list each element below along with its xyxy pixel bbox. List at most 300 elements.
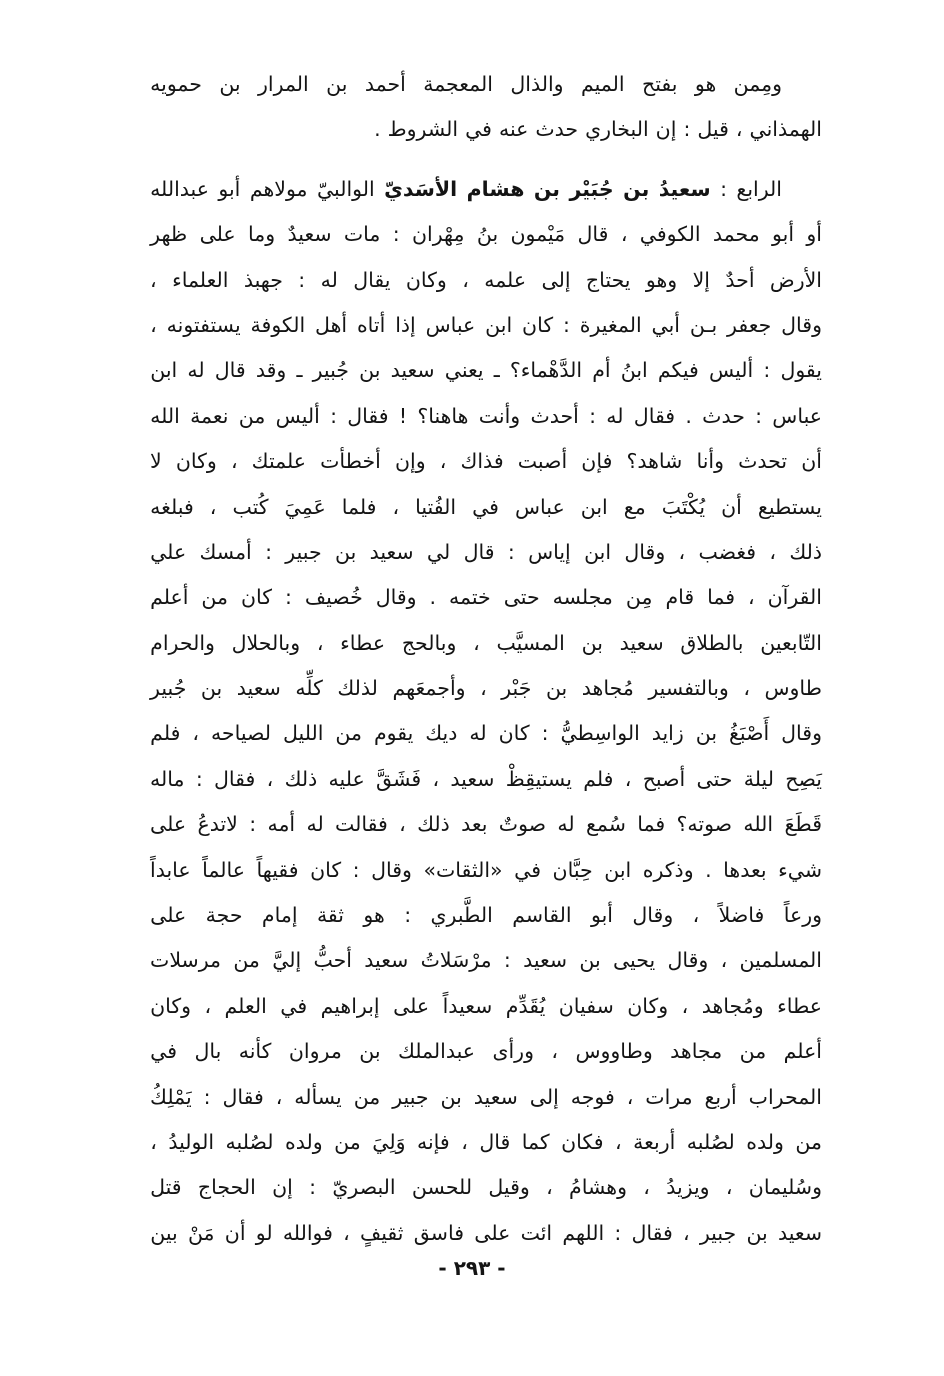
word: فذاك [460, 449, 504, 474]
word: ، [461, 1129, 468, 1154]
word: قال [214, 358, 246, 383]
word: جهبذ [243, 267, 283, 292]
text-line [150, 62, 822, 107]
word: القرآن [767, 585, 822, 610]
word: وبالتفسير [648, 676, 729, 701]
word: : [249, 812, 257, 837]
word: المرار [258, 72, 309, 96]
word: كُتب [232, 494, 269, 519]
word: سعيد [473, 1084, 518, 1109]
word: لصُلبه [686, 1129, 735, 1154]
word: ولده [285, 1129, 323, 1154]
word: . [685, 403, 692, 428]
word: العلم [224, 993, 267, 1018]
word: ، [720, 948, 728, 973]
word: علمه [484, 267, 527, 292]
word: من [335, 721, 363, 746]
word: العلماء [172, 267, 229, 292]
word: ، [620, 222, 628, 247]
word: أعلم [150, 585, 189, 610]
word: على [199, 222, 236, 247]
word: ، [551, 1039, 559, 1064]
text-line [150, 394, 822, 439]
word: البخاري [585, 117, 649, 142]
word: إلى [541, 267, 571, 292]
word: ماله [150, 766, 185, 791]
word: بن [359, 1039, 381, 1064]
word: إبراهيم [320, 993, 380, 1018]
word: الدَّهْماء؟ [509, 358, 583, 383]
word: بعد [461, 812, 488, 837]
word: بين [150, 1220, 178, 1245]
word: إياس [528, 539, 571, 564]
word: ولده [746, 1129, 784, 1154]
paragraph-biography [150, 167, 822, 1256]
word: ، [343, 1220, 350, 1245]
word: مروان [288, 1039, 342, 1064]
word: مَنْ [187, 1220, 215, 1245]
word: ، [678, 539, 686, 564]
word: ، [624, 766, 632, 791]
word: أن [801, 449, 822, 474]
word: المسلمين [739, 948, 822, 973]
word: محمد [712, 222, 760, 247]
text-line [150, 893, 822, 938]
word: له [469, 721, 487, 746]
word: مرْسَلاتُ [420, 948, 492, 973]
word: حجة [205, 903, 243, 928]
word: ورعاً [783, 903, 822, 928]
word: سعيدُ [658, 176, 711, 201]
word: سُمع [585, 812, 626, 837]
word: الطَّبري [430, 903, 493, 928]
word: وكان [627, 993, 669, 1018]
word: المسيَّب [496, 630, 565, 655]
word: وإن [394, 449, 426, 474]
word: : [404, 903, 412, 928]
word: عليه [328, 766, 365, 791]
word: قال [463, 539, 495, 564]
word: أحبُّ [313, 948, 352, 973]
word: المغيرة [579, 312, 642, 337]
word: مَيْمون [510, 222, 566, 247]
text-line [150, 621, 822, 666]
word: على [393, 993, 430, 1018]
word: : [352, 857, 360, 882]
word: في [514, 857, 542, 882]
word: حتى [696, 766, 733, 791]
word: لاتدعُ [197, 812, 238, 837]
word: . [429, 585, 437, 610]
word: وقال [781, 721, 822, 746]
word: سعيد [777, 1220, 822, 1245]
text-line [150, 439, 822, 484]
word: ، [462, 267, 469, 292]
word: هو [363, 903, 385, 928]
text-line [150, 711, 822, 756]
word: بن [200, 676, 223, 701]
word: ، [432, 766, 440, 791]
word: ذلك [789, 539, 822, 564]
word: : [507, 539, 515, 564]
word: ، [150, 267, 157, 292]
word: ظهر [150, 222, 188, 247]
text-line [150, 258, 822, 303]
word: : [720, 176, 727, 201]
word: هشام [466, 176, 525, 201]
word: جبير [392, 1084, 429, 1109]
word: جَبْر [501, 676, 532, 701]
word: يستيقِظْ [505, 766, 572, 791]
word: ومِمن [733, 72, 782, 96]
word: مِن [625, 585, 653, 610]
word: ومُجاهد [701, 993, 764, 1018]
word: : [309, 1175, 317, 1200]
word: بن [746, 1220, 768, 1245]
word: الله [150, 403, 180, 428]
word: يَصِح [785, 766, 822, 791]
word: بن [579, 948, 601, 973]
word: كان [240, 585, 273, 610]
word: لا [150, 449, 162, 474]
word: إن [655, 117, 677, 142]
word: من [201, 585, 228, 610]
word: مُجاهد [581, 676, 634, 701]
word: ، [735, 117, 743, 142]
word: ذلك [417, 812, 450, 837]
text-line [150, 107, 822, 152]
word: وكان [150, 993, 192, 1018]
word: يحتاج [585, 267, 631, 292]
word: الواسِطيُّ [560, 721, 640, 746]
text-line [150, 1029, 822, 1074]
word: وَلِيَ [372, 1129, 406, 1154]
text-line [150, 1075, 822, 1120]
word: حتى [503, 585, 540, 610]
word: علمتك [251, 449, 307, 474]
word: : [755, 403, 763, 428]
word: : [541, 721, 549, 746]
word: ثقيفٍ [359, 1220, 404, 1245]
word: فقال [633, 403, 676, 428]
word: فكان [561, 1129, 604, 1154]
word: له [606, 403, 624, 428]
word: قام [665, 585, 695, 610]
word: إن [272, 1175, 293, 1200]
word: مات [343, 222, 381, 247]
word: فغضب [698, 539, 757, 564]
word: هاهنا؟ [417, 403, 469, 428]
word: الليل [283, 721, 324, 746]
text-line [150, 167, 822, 212]
word: سعيد [390, 358, 435, 383]
word: ، [150, 312, 157, 337]
word: إذا [395, 312, 416, 337]
word: فقال [631, 1220, 673, 1245]
word: ، [230, 449, 238, 474]
word: : [392, 222, 400, 247]
word: وبالحج [401, 630, 457, 655]
word: وهشامُ [569, 1175, 627, 1200]
word: فوالله [282, 1220, 333, 1245]
word: من [739, 1039, 767, 1064]
word: على [150, 903, 187, 928]
word: أو [806, 222, 822, 247]
word: : [562, 312, 570, 337]
word: يقال [353, 267, 391, 292]
text-line [150, 1165, 822, 1210]
word: : [614, 1220, 622, 1245]
word: أربعة [633, 1129, 676, 1154]
word: بـن [689, 312, 718, 337]
word: ، [683, 1220, 690, 1245]
word: أتاه [356, 312, 386, 337]
text-line [150, 938, 822, 983]
word: فلما [341, 494, 377, 519]
word: كان [522, 312, 554, 337]
word: عابداً [150, 857, 191, 882]
word: ! [398, 403, 408, 428]
word: ، [626, 1084, 634, 1109]
word: زايد [651, 721, 684, 746]
word: وكان [175, 449, 217, 474]
word: ، [266, 766, 274, 791]
word: ، [209, 494, 217, 519]
word: كلِّه [295, 676, 323, 701]
word: ، [392, 494, 400, 519]
word: هو [694, 72, 717, 96]
word: : [298, 267, 306, 292]
word: الكوفة [250, 312, 306, 337]
word: وأنا [696, 449, 725, 474]
word: ابن [485, 312, 513, 337]
word: يُقَدِّم [505, 993, 546, 1018]
word: المعجمة [423, 72, 493, 96]
word: ، [439, 449, 447, 474]
word: بن [326, 72, 348, 96]
text-line [150, 757, 822, 802]
word: يستفتونه [166, 312, 241, 337]
word: وقال [781, 312, 822, 337]
word: وأجمعَهم [392, 676, 466, 701]
word: قتل [150, 1175, 182, 1200]
word: ، [192, 721, 199, 746]
word: جبير [285, 539, 322, 564]
word: ـ [493, 358, 500, 383]
word: طاوس [764, 676, 822, 701]
word: يحيى [612, 948, 656, 973]
word: كان [310, 857, 342, 882]
word: أَصْبَغُ [729, 721, 770, 746]
word: وهو [645, 267, 678, 292]
word: وأنت [478, 403, 521, 428]
word: تحدث [738, 449, 788, 474]
word: فإن [581, 449, 613, 474]
word: من [795, 1129, 822, 1154]
word: أليس [275, 403, 320, 428]
word: فما [707, 585, 736, 610]
word: فبلغه [150, 494, 194, 519]
word: أخطأت [320, 449, 381, 474]
word: : [203, 1084, 211, 1109]
word: يقوم [373, 721, 414, 746]
word: سعيد [364, 948, 409, 973]
word: جُبير [150, 676, 187, 701]
word: بن [623, 176, 650, 201]
word: إمام [261, 903, 298, 928]
word: المحراب [748, 1084, 822, 1109]
word: مجاهد [670, 1039, 723, 1064]
text-line [150, 848, 822, 893]
word: فقال [222, 1084, 264, 1109]
text-line [150, 212, 822, 257]
word: وبالحلال [231, 630, 301, 655]
word: ابن [604, 857, 632, 882]
word: لو [255, 1220, 273, 1245]
word: وسُليمان [748, 1175, 822, 1200]
word: شاهد؟ [626, 449, 683, 474]
word: وطاووس [575, 1039, 653, 1064]
word: مولاهم [249, 176, 308, 201]
word: فيكم [657, 358, 699, 383]
text-line [150, 666, 822, 711]
word: جعفر [727, 312, 772, 337]
word: وقال [624, 539, 666, 564]
text-line [150, 530, 822, 575]
word: فَشَقَّ [376, 766, 422, 791]
word: نعمة [190, 403, 229, 428]
word: . [705, 857, 712, 882]
word: ائت [520, 1220, 553, 1245]
word: والحرام [150, 630, 215, 655]
word: بعدها [723, 857, 767, 882]
word: ، [615, 1129, 622, 1154]
word: البصريّ [332, 1175, 396, 1200]
word: الحجاج [197, 1175, 256, 1200]
word: سعيد [369, 539, 414, 564]
word: في [150, 1039, 178, 1064]
word: سعيد [523, 948, 568, 973]
word: أمسك [199, 539, 252, 564]
word: حدث [702, 403, 745, 428]
word: بن [581, 630, 603, 655]
word: الرابع [736, 176, 782, 201]
word: بن [695, 721, 718, 746]
word: في [472, 494, 499, 519]
word: : [195, 766, 203, 791]
page-body [150, 62, 822, 1256]
text-line [150, 1211, 822, 1256]
word: وقال [667, 948, 709, 973]
word: من [353, 1084, 381, 1109]
word: إلا [692, 267, 710, 292]
word: أعلم [783, 1039, 822, 1064]
word: أبو [591, 903, 613, 928]
word: مجلسه [552, 585, 613, 610]
word: ابنُ [620, 358, 648, 383]
word: صوته؟ [676, 812, 733, 837]
word: سعيد [619, 630, 664, 655]
word: له [320, 267, 338, 292]
word: حدث [535, 117, 579, 142]
word: يسأله [294, 1084, 342, 1109]
word: عبدالملك [397, 1039, 476, 1064]
text-line [150, 575, 822, 620]
word: بال [194, 1039, 222, 1064]
word: والذال [510, 72, 564, 96]
word: لذلك [337, 676, 378, 701]
word: أحدث [530, 403, 579, 428]
word: وقد [255, 358, 287, 383]
word: : [265, 539, 272, 564]
word: : [683, 117, 691, 142]
word: في [465, 117, 492, 142]
word: جُبَيْر [569, 176, 614, 201]
word: ليلة [743, 766, 774, 791]
word: فقالت [335, 812, 388, 837]
word: أبي [651, 312, 680, 337]
word: الكوفي [639, 222, 701, 247]
word: سعيد [236, 676, 281, 701]
word: قال [479, 1129, 511, 1154]
word: أحمد [364, 72, 406, 96]
word: بن [334, 539, 357, 564]
text-line [150, 802, 822, 847]
word: ويزيدُ [666, 1175, 710, 1200]
word: التّابعين [760, 630, 822, 655]
word: ، [769, 539, 777, 564]
word: ، [748, 585, 755, 610]
word: له [187, 358, 205, 383]
word: فما [637, 812, 666, 837]
word: كأنه [238, 1039, 272, 1064]
word: الوالبيّ [316, 176, 375, 201]
word: ، [316, 630, 324, 655]
word: ورأى [492, 1039, 534, 1064]
word: مع [623, 494, 646, 519]
paragraph-intro [150, 62, 822, 153]
word: أبو [772, 222, 795, 247]
word: : [285, 585, 292, 610]
word: بن [440, 1084, 462, 1109]
word: ابن [584, 539, 612, 564]
word: حمويه [150, 72, 202, 96]
text-line [150, 303, 822, 348]
word: سعيداً [442, 993, 493, 1018]
word: قَطَعَ [784, 812, 822, 837]
word: «الثقات» [423, 857, 503, 882]
word: فقيهاً [256, 857, 299, 882]
word: علي [150, 539, 187, 564]
word: أربع [704, 1084, 737, 1109]
word: أن [721, 494, 742, 519]
word: الأرض [769, 267, 822, 292]
word: ، [743, 676, 750, 701]
word: ، [204, 993, 212, 1018]
word: عالماً [202, 857, 245, 882]
word: ، [546, 1175, 553, 1200]
word: ثقة [316, 903, 345, 928]
word: وما [248, 222, 276, 247]
word: الهمذاني [749, 117, 822, 142]
word: بن [359, 358, 381, 383]
word: فاضلاً [718, 903, 765, 928]
word: مرات [645, 1084, 693, 1109]
word: من [238, 403, 266, 428]
word: وقال [632, 903, 674, 928]
word: عبدالله [150, 176, 209, 201]
word: : [330, 403, 338, 428]
